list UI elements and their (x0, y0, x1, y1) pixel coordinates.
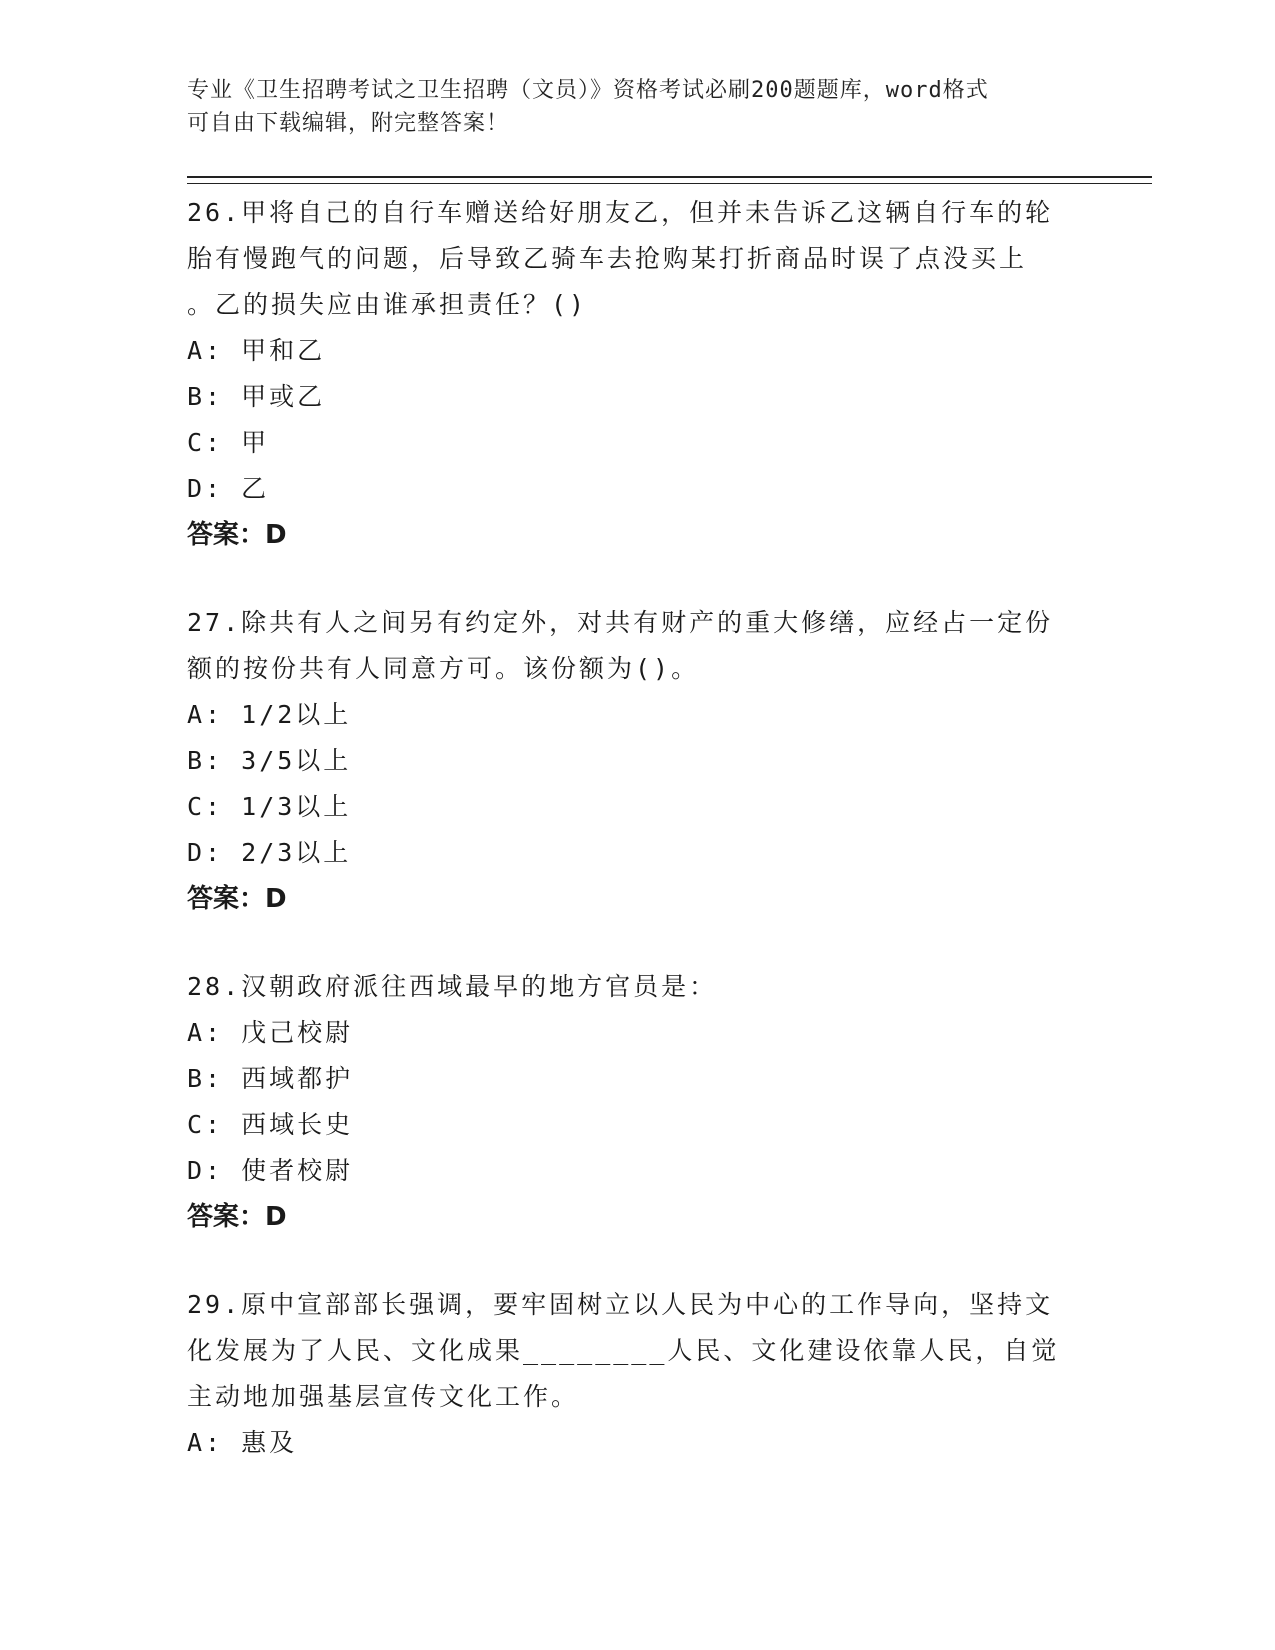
question-stem (187, 600, 1087, 692)
stem-line: 27.除共有人之间另有约定外，对共有财产的重大修缮，应经占一定份 (187, 608, 1054, 637)
option-c: C: 甲 (187, 428, 270, 457)
stem-line: 主动地加强基层宣传文化工作。 (187, 1382, 580, 1411)
option-d: D: 使者校尉 (187, 1156, 354, 1185)
option-d: D: 乙 (187, 474, 270, 503)
header-line-2: 可自由下载编辑，附完整答案！ (187, 111, 510, 136)
option-b: B: 3/5以上 (187, 746, 352, 775)
question-list (187, 190, 1087, 1466)
stem-line: 。乙的损失应由谁承担责任？() (187, 290, 588, 319)
header-divider-thick (187, 176, 1152, 178)
option-b: B: 甲或乙 (187, 382, 326, 411)
stem-line: 额的按份共有人同意方可。该份额为()。 (187, 654, 700, 683)
stem-line: 28.汉朝政府派往西域最早的地方官员是： (187, 972, 718, 1001)
question-27 (187, 600, 1087, 922)
answer-label: 答案：D (187, 520, 287, 550)
spacer (187, 922, 1087, 964)
question-stem (187, 1282, 1087, 1420)
header-divider-thin (187, 183, 1152, 184)
question-stem (187, 964, 1087, 1010)
question-29 (187, 1282, 1087, 1466)
spacer (187, 1240, 1087, 1282)
stem-line: 29.原中宣部部长强调，要牢固树立以人民为中心的工作导向，坚持文 (187, 1290, 1054, 1319)
option-a: A: 甲和乙 (187, 336, 326, 365)
option-c: C: 西域长史 (187, 1110, 354, 1139)
stem-line: 26.甲将自己的自行车赠送给好朋友乙，但并未告诉乙这辆自行车的轮 (187, 198, 1054, 227)
option-b: B: 西域都护 (187, 1064, 354, 1093)
option-a: A: 惠及 (187, 1428, 298, 1457)
stem-line: 化发展为了人民、文化成果________人民、文化建设依靠人民，自觉 (187, 1336, 1060, 1365)
option-c: C: 1/3以上 (187, 792, 352, 821)
answer-label: 答案：D (187, 1202, 287, 1232)
header-line-1: 专业《卫生招聘考试之卫生招聘（文员）》资格考试必刷200题题库，word格式 (187, 78, 989, 103)
spacer (187, 558, 1087, 600)
option-d: D: 2/3以上 (187, 838, 352, 867)
question-stem (187, 190, 1087, 328)
option-a: A: 戊己校尉 (187, 1018, 354, 1047)
option-a: A: 1/2以上 (187, 700, 352, 729)
question-28 (187, 964, 1087, 1240)
stem-line: 胎有慢跑气的问题，后导致乙骑车去抢购某打折商品时误了点没买上 (187, 244, 1028, 273)
answer-label: 答案：D (187, 884, 287, 914)
document-header (187, 74, 1067, 140)
question-26 (187, 190, 1087, 558)
